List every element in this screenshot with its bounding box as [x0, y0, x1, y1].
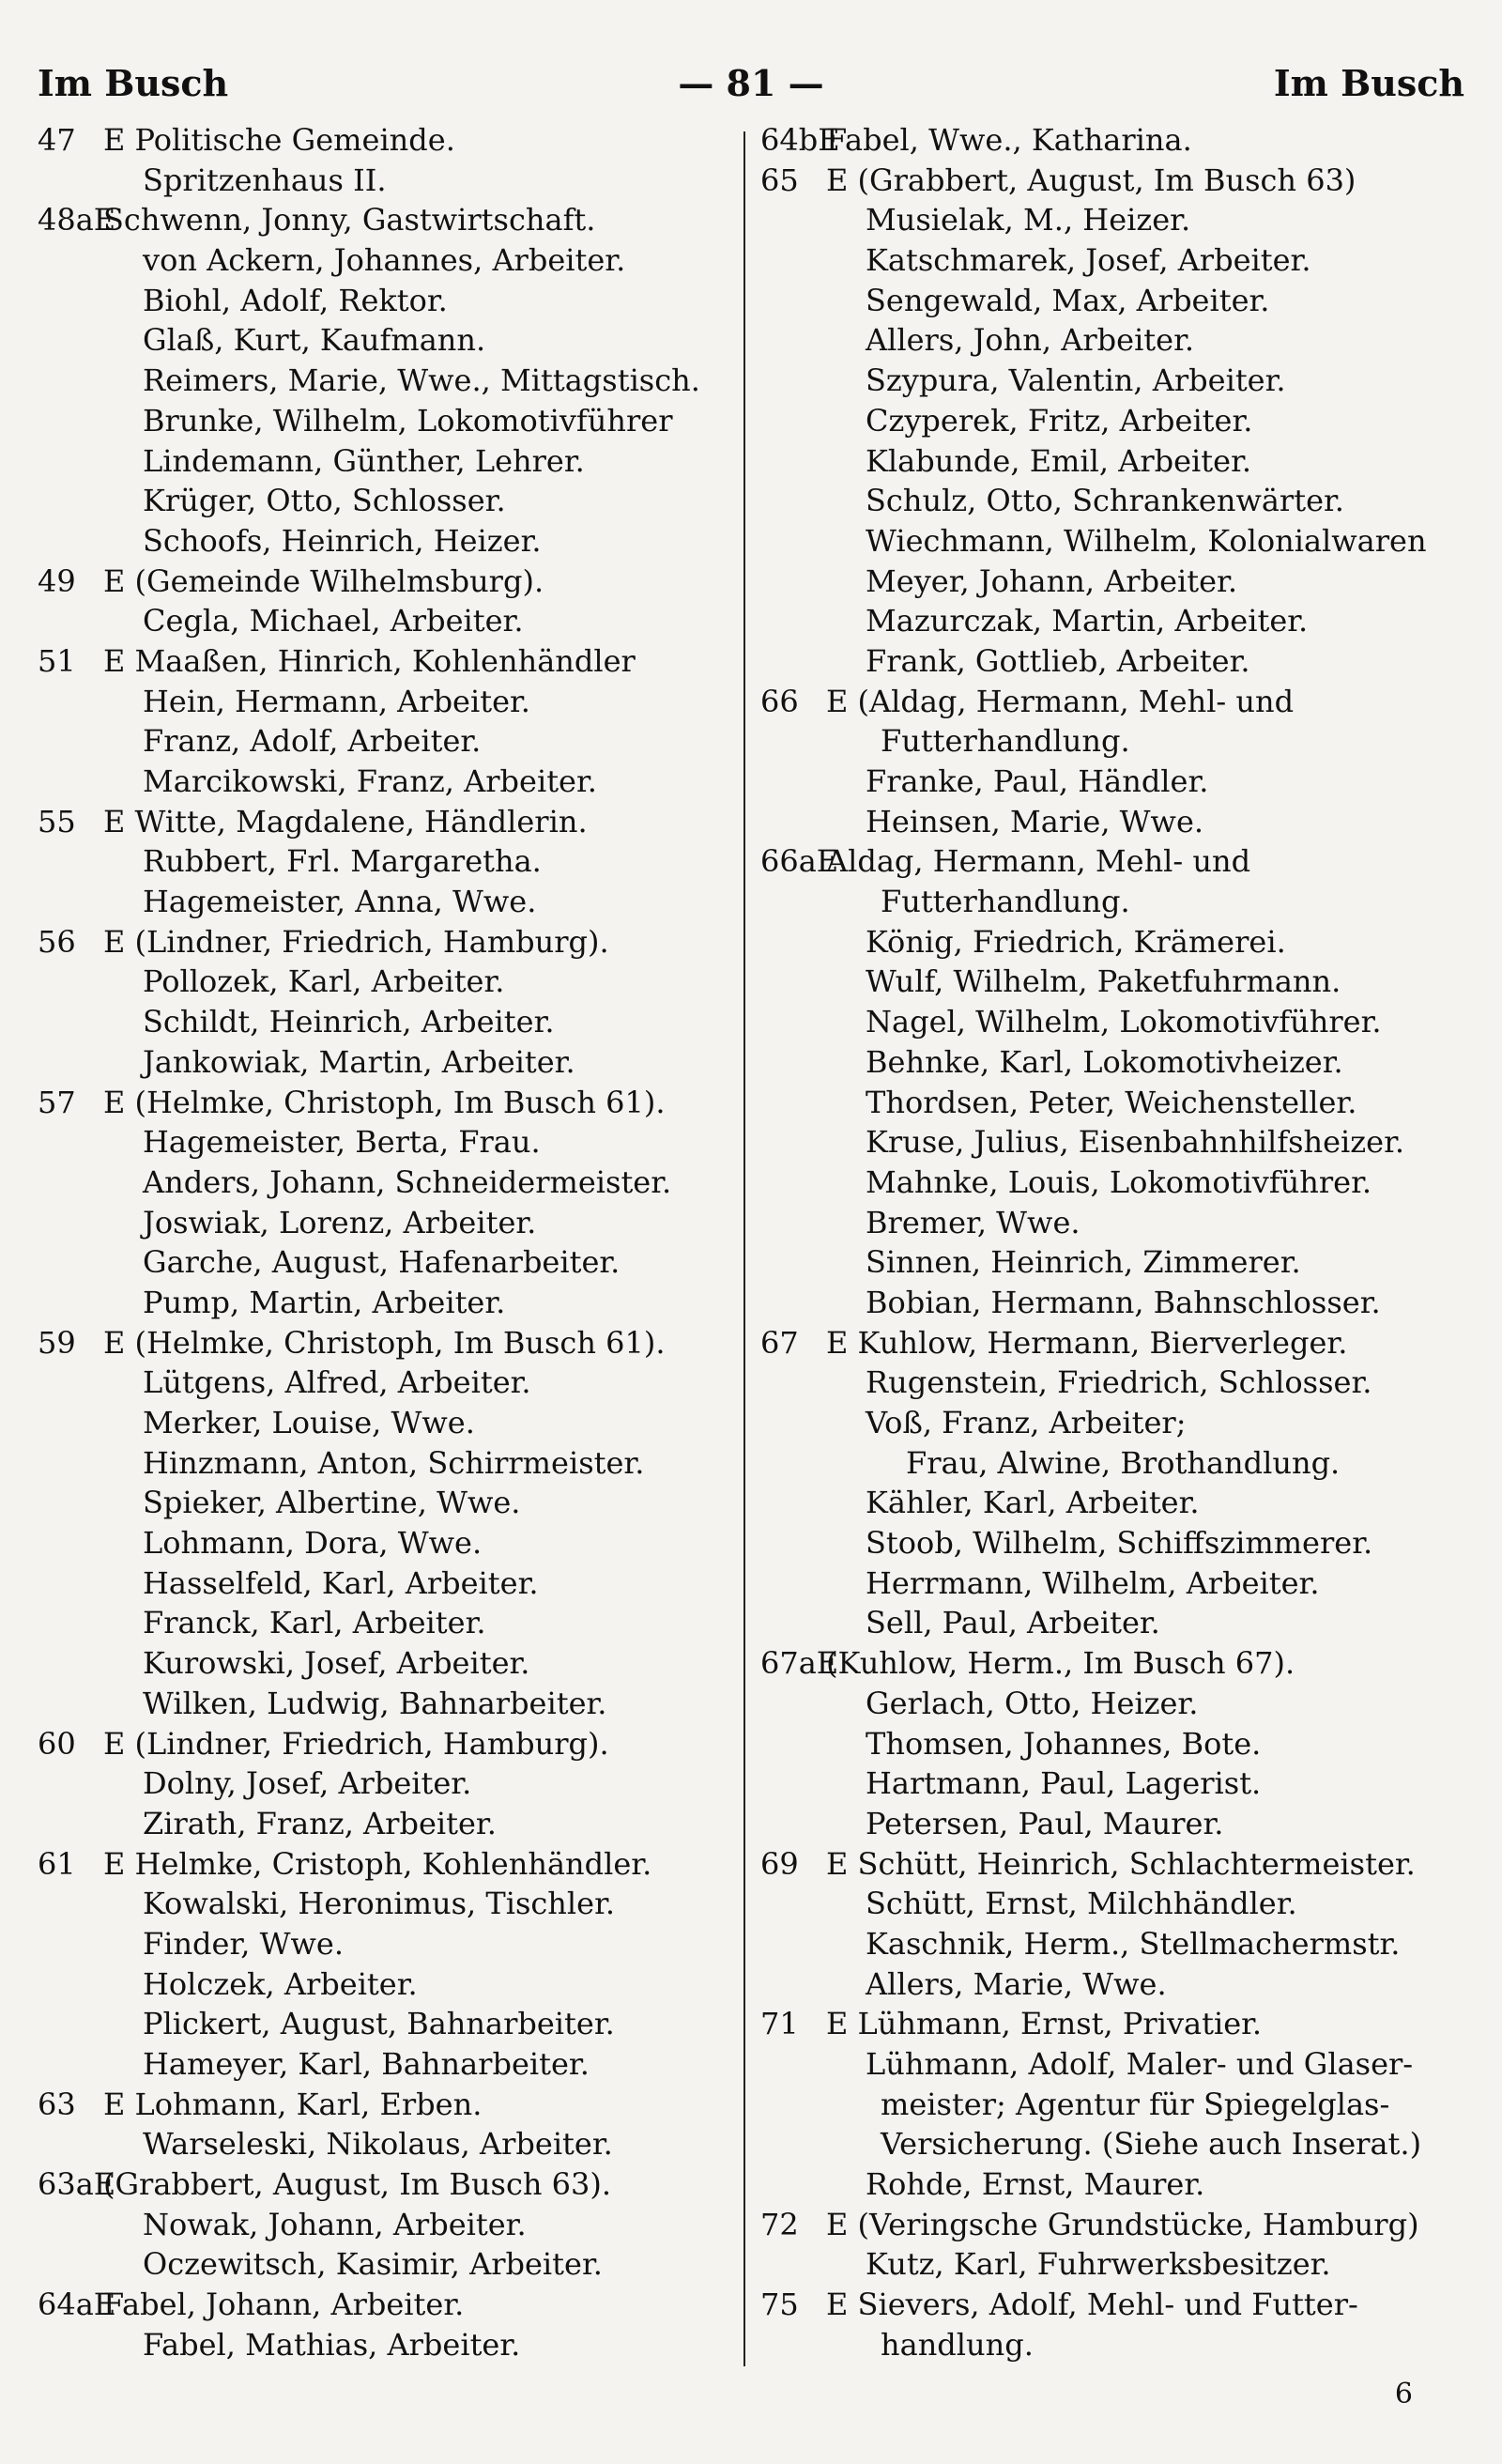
house-number: 51: [38, 642, 76, 679]
resident-line: [38, 1804, 732, 1844]
entry-text: E Witte, Magdalene, Händlerin.: [103, 803, 588, 839]
entry-text: Schütt, Ernst, Milchhändler.: [866, 1886, 1297, 1922]
resident-line: [760, 1403, 1474, 1443]
resident-line: [760, 1283, 1474, 1323]
house-entry: [38, 1844, 732, 1885]
entry-text: Schulz, Otto, Schrankenwärter.: [866, 483, 1344, 519]
house-number: 49: [38, 562, 76, 599]
resident-line: [38, 320, 732, 361]
entry-text: Nagel, Wilhelm, Lokomotivführer.: [866, 1004, 1382, 1040]
resident-line: [760, 361, 1474, 401]
house-number: 69: [760, 1845, 799, 1882]
house-number: 64aE: [38, 2287, 116, 2323]
entry-text: Kowalski, Heronimus, Tischler.: [143, 1886, 616, 1922]
resident-line: [38, 240, 732, 281]
entry-text: Kaschnik, Herm., Stellmachermstr.: [866, 1925, 1401, 1962]
running-header: [38, 54, 1464, 111]
entry-text: Wiechmann, Wilhelm, Kolonialwaren: [866, 522, 1427, 559]
resident-line: [38, 601, 732, 641]
resident-line: [38, 2325, 732, 2365]
resident-line: [38, 2044, 732, 2085]
resident-line: [760, 1002, 1474, 1042]
resident-line: [760, 200, 1474, 240]
house-entry: [760, 1643, 1474, 1684]
entry-text: Hasselfeld, Karl, Arbeiter.: [143, 1564, 539, 1601]
house-entry: [760, 1323, 1474, 1363]
entry-text: Anders, Johann, Schneidermeister.: [143, 1163, 672, 1200]
resident-line: [38, 1523, 732, 1563]
entry-text: handlung.: [881, 2326, 1034, 2363]
resident-line: [38, 762, 732, 802]
entry-text: (Kuhlow, Herm., Im Busch 67).: [826, 1645, 1295, 1682]
entry-text: Biohl, Adolf, Rektor.: [143, 282, 448, 318]
resident-line: [38, 1122, 732, 1163]
header-left-street: Im Busch: [38, 61, 229, 104]
entry-text: Sinnen, Heinrich, Zimmerer.: [866, 1244, 1301, 1281]
house-entry: [38, 2164, 732, 2205]
entry-text: Wilken, Ludwig, Bahnarbeiter.: [143, 1685, 607, 1721]
resident-line: [760, 1964, 1474, 2005]
resident-line: [760, 2244, 1474, 2285]
entry-text: E Helmke, Cristoph, Kohlenhändler.: [103, 1845, 652, 1882]
entry-text: Thordsen, Peter, Weichensteller.: [866, 1084, 1357, 1120]
entry-text: Wulf, Wilhelm, Paketfuhrmann.: [866, 963, 1341, 1000]
resident-line: [38, 1002, 732, 1042]
house-entry: [38, 2285, 732, 2325]
entry-text: Lütgens, Alfred, Arbeiter.: [143, 1364, 531, 1401]
resident-line: [760, 2124, 1474, 2164]
entry-text: Pollozek, Karl, Arbeiter.: [143, 963, 505, 1000]
resident-line: [38, 1763, 732, 1804]
resident-line: [38, 1563, 732, 1604]
resident-line: [38, 441, 732, 482]
house-number: 63: [38, 2086, 76, 2122]
house-number: 61: [38, 1845, 76, 1882]
house-number: 63aE: [38, 2166, 116, 2203]
entry-text: Thomsen, Johannes, Bote.: [866, 1725, 1262, 1762]
entry-text: E (Aldag, Hermann, Mehl- und: [826, 683, 1295, 719]
resident-line: [38, 1964, 732, 2005]
entry-text: E (Helmke, Christoph, Im Busch 61).: [103, 1084, 666, 1120]
house-number: 67aE: [760, 1645, 839, 1682]
entry-text: Spritzenhaus II.: [143, 162, 387, 198]
entry-text: Lindemann, Günther, Lehrer.: [143, 442, 585, 479]
entry-text: Hinzmann, Anton, Schirrmeister.: [143, 1444, 645, 1481]
resident-line: [760, 1804, 1474, 1844]
entry-text: Kutz, Karl, Fuhrwerksbesitzer.: [866, 2246, 1331, 2283]
entry-text: Rugenstein, Friedrich, Schlosser.: [866, 1364, 1372, 1401]
resident-line: [760, 802, 1474, 842]
resident-line: [760, 521, 1474, 562]
entry-text: Plickert, August, Bahnarbeiter.: [143, 2006, 615, 2042]
resident-line: [760, 2325, 1474, 2365]
entry-text: Franck, Karl, Arbeiter.: [143, 1605, 486, 1641]
house-entry: [38, 200, 732, 240]
entry-text: Futterhandlung.: [881, 884, 1130, 920]
resident-line: [760, 2085, 1474, 2125]
entry-text: (Grabbert, August, Im Busch 63).: [103, 2166, 612, 2203]
column-divider: [743, 131, 745, 2366]
resident-line: [38, 1483, 732, 1523]
entry-text: Mahnke, Louis, Lokomotivführer.: [866, 1163, 1372, 1200]
house-number: 72: [760, 2206, 799, 2242]
page-number: — 81 —: [678, 61, 824, 104]
entry-text: Mazurczak, Martin, Arbeiter.: [866, 603, 1309, 639]
entry-text: König, Friedrich, Krämerei.: [866, 923, 1286, 960]
entry-text: Lohmann, Dora, Wwe.: [143, 1525, 483, 1562]
entry-text: E Sievers, Adolf, Mehl- und Futter-: [826, 2287, 1358, 2323]
resident-line: [38, 2004, 732, 2044]
entry-text: Lühmann, Adolf, Maler- und Glaser-: [866, 2046, 1414, 2082]
resident-line: [760, 1483, 1474, 1523]
resident-line: [760, 1443, 1474, 1484]
entry-text: Rohde, Ernst, Maurer.: [866, 2166, 1205, 2203]
house-entry: [38, 922, 732, 962]
entry-text: E Schütt, Heinrich, Schlachtermeister.: [826, 1845, 1416, 1882]
entry-text: E (Lindner, Friedrich, Hamburg).: [103, 923, 609, 960]
resident-line: [760, 1363, 1474, 1403]
resident-line: [760, 922, 1474, 962]
resident-line: [760, 240, 1474, 281]
entry-text: Jankowiak, Martin, Arbeiter.: [143, 1043, 575, 1080]
entry-text: Schildt, Heinrich, Arbeiter.: [143, 1004, 555, 1040]
house-entry: [38, 1724, 732, 1764]
resident-line: [760, 762, 1474, 802]
house-number: 55: [38, 803, 76, 839]
entry-text: Heinsen, Marie, Wwe.: [866, 803, 1204, 839]
resident-line: [760, 2164, 1474, 2205]
house-number: 56: [38, 923, 76, 960]
resident-line: [760, 601, 1474, 641]
house-entry: [760, 1844, 1474, 1885]
entry-text: Glaß, Kurt, Kaufmann.: [143, 322, 486, 359]
entry-text: Finder, Wwe.: [143, 1925, 344, 1962]
entry-text: E Lohmann, Karl, Erben.: [103, 2086, 483, 2122]
entry-text: E Politische Gemeinde.: [103, 122, 455, 158]
house-entry: [38, 641, 732, 682]
entry-text: Schoofs, Heinrich, Heizer.: [143, 522, 542, 559]
entry-text: Hagemeister, Anna, Wwe.: [143, 884, 537, 920]
entry-text: Warseleski, Nikolaus, Arbeiter.: [143, 2126, 613, 2163]
entry-text: Hameyer, Karl, Bahnarbeiter.: [143, 2046, 590, 2082]
house-number: 65: [760, 162, 799, 198]
entry-text: E (Helmke, Christoph, Im Busch 61).: [103, 1324, 666, 1361]
entry-text: Kruse, Julius, Eisenbahnhilfsheizer.: [866, 1124, 1405, 1161]
entry-text: Brunke, Wilhelm, Lokomotivführer: [143, 402, 673, 439]
entry-text: Garche, August, Hafenarbeiter.: [143, 1244, 621, 1281]
resident-line: [760, 1763, 1474, 1804]
entry-text: Oczewitsch, Kasimir, Arbeiter.: [143, 2246, 603, 2283]
house-number: 47: [38, 122, 76, 158]
resident-line: [38, 1242, 732, 1283]
resident-line: [38, 521, 732, 562]
entry-text: E Kuhlow, Hermann, Bierverleger.: [826, 1324, 1348, 1361]
house-entry: [760, 2004, 1474, 2044]
entry-text: Kähler, Karl, Arbeiter.: [866, 1485, 1200, 1521]
house-entry: [760, 120, 1474, 161]
resident-line: [760, 281, 1474, 321]
house-entry: [38, 1083, 732, 1123]
house-number: 60: [38, 1725, 76, 1762]
entry-text: Meyer, Johann, Arbeiter.: [866, 562, 1237, 599]
entry-text: Schwenn, Jonny, Gastwirtschaft.: [103, 202, 596, 239]
entry-text: Bremer, Wwe.: [866, 1204, 1081, 1240]
resident-line: [760, 2044, 1474, 2085]
resident-line: [38, 2205, 732, 2245]
entry-text: Krüger, Otto, Schlosser.: [143, 483, 506, 519]
resident-line: [38, 2244, 732, 2285]
house-number: 48aE: [38, 202, 116, 239]
resident-line: [760, 1924, 1474, 1964]
entry-text: E (Lindner, Friedrich, Hamburg).: [103, 1725, 609, 1762]
entry-text: Szypura, Valentin, Arbeiter.: [866, 362, 1286, 399]
resident-line: [38, 1042, 732, 1083]
entry-text: Fabel, Johann, Arbeiter.: [103, 2287, 465, 2323]
entry-text: Voß, Franz, Arbeiter;: [866, 1405, 1187, 1440]
house-entry: [38, 802, 732, 842]
entry-text: E Maaßen, Hinrich, Kohlenhändler: [103, 642, 636, 679]
entry-text: Holczek, Arbeiter.: [143, 1965, 418, 2002]
house-number: 66: [760, 683, 799, 719]
house-number: 67: [760, 1324, 799, 1361]
resident-line: [38, 882, 732, 922]
resident-line: [38, 682, 732, 722]
entry-text: Hein, Hermann, Arbeiter.: [143, 683, 530, 719]
resident-line: [38, 1884, 732, 1924]
resident-line: [38, 962, 732, 1002]
entry-text: Pump, Martin, Arbeiter.: [143, 1284, 506, 1320]
resident-line: [760, 1163, 1474, 1203]
entry-text: Dolny, Josef, Arbeiter.: [143, 1765, 472, 1802]
resident-line: [38, 401, 732, 441]
entry-text: Spieker, Albertine, Wwe.: [143, 1485, 521, 1521]
resident-line: [38, 1163, 732, 1203]
resident-line: [760, 1724, 1474, 1764]
house-entry: [38, 120, 732, 161]
entry-text: Versicherung. (Siehe auch Inserat.): [881, 2126, 1422, 2163]
entry-text: Merker, Louise, Wwe.: [143, 1405, 475, 1440]
entry-text: Zirath, Franz, Arbeiter.: [143, 1805, 497, 1841]
house-entry: [760, 161, 1474, 201]
entry-text: E (Veringsche Grundstücke, Hamburg): [826, 2206, 1419, 2242]
house-number: 57: [38, 1084, 76, 1120]
entry-text: Bobian, Hermann, Bahnschlosser.: [866, 1284, 1381, 1320]
resident-line: [760, 1242, 1474, 1283]
resident-line: [760, 401, 1474, 441]
entry-text: Katschmarek, Josef, Arbeiter.: [866, 242, 1311, 279]
entry-text: Frau, Alwine, Brothandlung.: [906, 1444, 1341, 1481]
entry-text: Rubbert, Frl. Margaretha.: [143, 843, 542, 880]
resident-line: [760, 1083, 1474, 1123]
entry-text: meister; Agentur für Spiegelglas-: [881, 2086, 1390, 2122]
resident-line: [760, 1042, 1474, 1083]
resident-line: [38, 1924, 732, 1964]
entry-text: Kurowski, Josef, Arbeiter.: [143, 1645, 530, 1682]
right-column: [760, 120, 1474, 2365]
resident-line: [38, 841, 732, 882]
entry-text: Herrmann, Wilhelm, Arbeiter.: [866, 1564, 1320, 1601]
resident-line: [38, 1603, 732, 1643]
entry-text: Sell, Paul, Arbeiter.: [866, 1605, 1160, 1641]
entry-text: Fabel, Wwe., Katharina.: [826, 122, 1192, 158]
entry-text: E Lühmann, Ernst, Privatier.: [826, 2006, 1263, 2042]
entry-text: Fabel, Mathias, Arbeiter.: [143, 2326, 521, 2363]
resident-line: [38, 1684, 732, 1724]
resident-line: [760, 1523, 1474, 1563]
resident-line: [38, 1283, 732, 1323]
house-entry: [38, 1323, 732, 1363]
house-entry: [760, 2205, 1474, 2245]
resident-line: [760, 1122, 1474, 1163]
resident-line: [38, 1363, 732, 1403]
resident-line: [760, 882, 1474, 922]
entry-text: Klabunde, Emil, Arbeiter.: [866, 442, 1252, 479]
resident-line: [38, 1203, 732, 1243]
resident-line: [760, 1603, 1474, 1643]
resident-line: [760, 1203, 1474, 1243]
header-right-street: Im Busch: [1273, 61, 1464, 104]
resident-line: [760, 1563, 1474, 1604]
entry-text: E (Gemeinde Wilhelmsburg).: [103, 562, 544, 599]
entry-text: E (Grabbert, August, Im Busch 63): [826, 162, 1356, 198]
resident-line: [38, 1643, 732, 1684]
entry-text: Behnke, Karl, Lokomotivheizer.: [866, 1043, 1343, 1080]
entry-text: Sengewald, Max, Arbeiter.: [866, 282, 1270, 318]
resident-line: [760, 1884, 1474, 1924]
entry-text: Frank, Gottlieb, Arbeiter.: [866, 642, 1250, 679]
house-entry: [760, 841, 1474, 882]
resident-line: [760, 562, 1474, 602]
house-entry: [38, 562, 732, 602]
resident-line: [760, 320, 1474, 361]
resident-line: [38, 1403, 732, 1443]
resident-line: [760, 721, 1474, 762]
house-number: 59: [38, 1324, 76, 1361]
entry-text: Hartmann, Paul, Lagerist.: [866, 1765, 1262, 1802]
entry-text: Marcikowski, Franz, Arbeiter.: [143, 763, 597, 799]
entry-text: Franz, Adolf, Arbeiter.: [143, 723, 482, 760]
entry-text: Allers, John, Arbeiter.: [866, 322, 1195, 359]
resident-line: [38, 161, 732, 201]
resident-line: [760, 441, 1474, 482]
entry-text: Reimers, Marie, Wwe., Mittagstisch.: [143, 362, 700, 399]
resident-line: [760, 962, 1474, 1002]
entry-text: Musielak, M., Heizer.: [866, 202, 1191, 239]
entry-text: Hagemeister, Berta, Frau.: [143, 1124, 541, 1161]
resident-line: [760, 641, 1474, 682]
house-number: 71: [760, 2006, 799, 2042]
resident-line: [760, 481, 1474, 521]
resident-line: [38, 361, 732, 401]
resident-line: [38, 1443, 732, 1484]
resident-line: [38, 481, 732, 521]
house-number: 75: [760, 2287, 799, 2323]
house-entry: [760, 682, 1474, 722]
house-entry: [760, 2285, 1474, 2325]
resident-line: [38, 721, 732, 762]
entry-text: Petersen, Paul, Maurer.: [866, 1805, 1224, 1841]
resident-line: [38, 2124, 732, 2164]
house-entry: [38, 2085, 732, 2125]
entry-text: Allers, Marie, Wwe.: [866, 1965, 1167, 2002]
entry-text: Gerlach, Otto, Heizer.: [866, 1685, 1199, 1721]
entry-text: von Ackern, Johannes, Arbeiter.: [143, 242, 626, 279]
entry-text: Stoob, Wilhelm, Schiffszimmerer.: [866, 1525, 1373, 1562]
entry-text: Franke, Paul, Händler.: [866, 763, 1209, 799]
entry-text: Joswiak, Lorenz, Arbeiter.: [143, 1204, 537, 1240]
entry-text: Futterhandlung.: [881, 723, 1130, 760]
entry-text: Czyperek, Fritz, Arbeiter.: [866, 402, 1253, 439]
left-column: [38, 120, 732, 2365]
signature-mark: 6: [1394, 2378, 1413, 2410]
entry-text: Nowak, Johann, Arbeiter.: [143, 2206, 527, 2242]
resident-line: [38, 281, 732, 321]
entry-text: Aldag, Hermann, Mehl- und: [826, 843, 1251, 880]
house-number: 64bE: [760, 122, 840, 158]
entry-text: Cegla, Michael, Arbeiter.: [143, 603, 524, 639]
house-number: 66aE: [760, 843, 839, 880]
resident-line: [760, 1684, 1474, 1724]
